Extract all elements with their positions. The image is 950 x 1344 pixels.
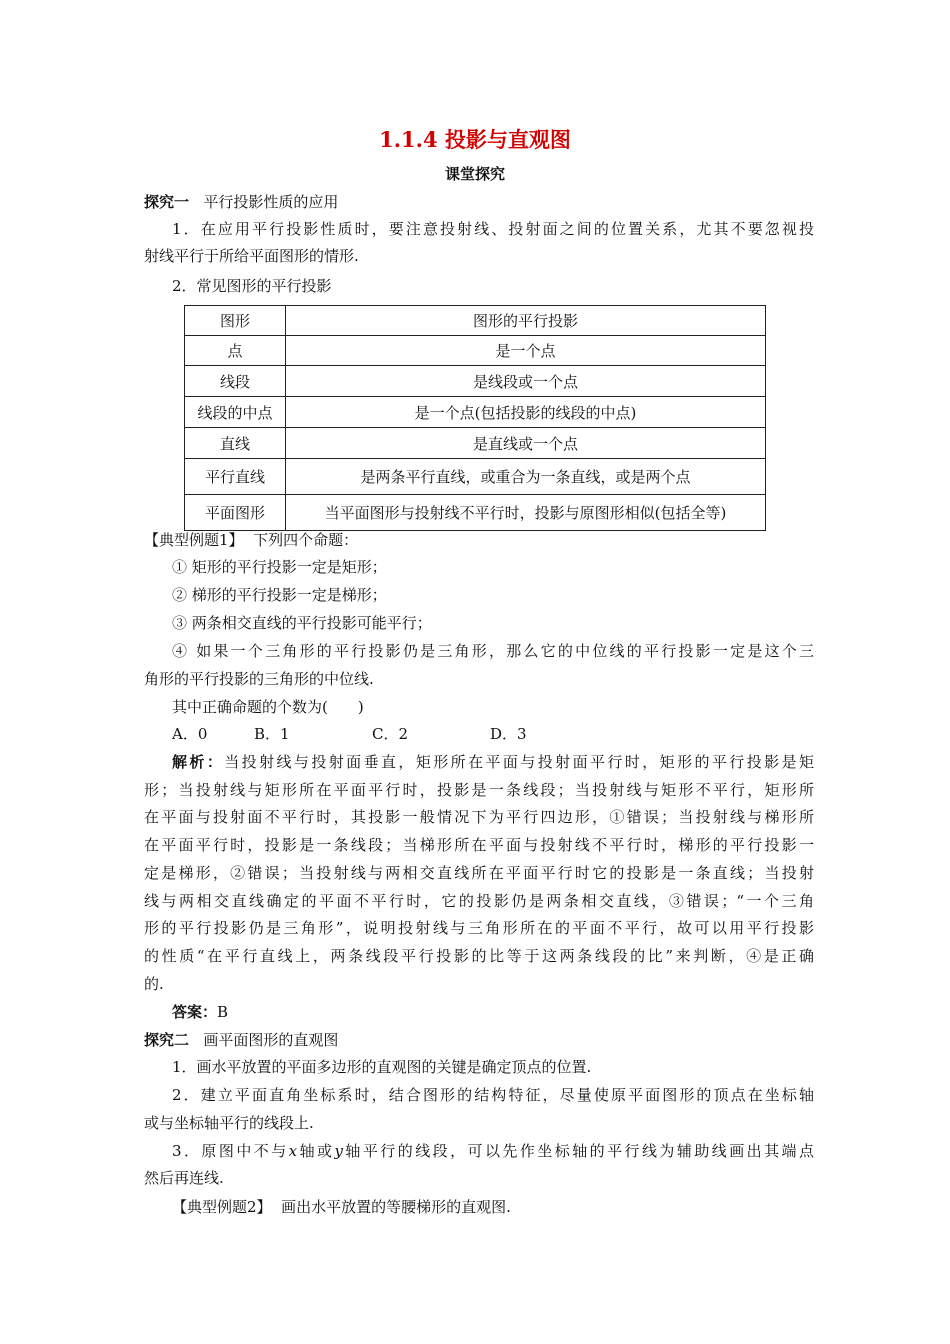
- p3-text-b: 轴或: [297, 1142, 335, 1160]
- table-cell: 是两条平行直线，或重合为一条直线，或是两个点: [286, 459, 766, 495]
- analysis-line: 在平面平行时，投影是一条线段；当梯形所在平面与投射线不平行时，梯形的平行投影一: [144, 836, 814, 854]
- analysis-line: 的.: [144, 975, 164, 993]
- p3-y-variable: y: [334, 1142, 343, 1160]
- section2-label: 探究二: [144, 1031, 190, 1049]
- projection-table: [184, 305, 766, 531]
- example1-heading: [144, 530, 814, 550]
- p3-x-variable: x: [288, 1142, 298, 1160]
- table-row: [185, 397, 766, 428]
- example1-item4-line2: 角形的平行投影的三角形的中位线.: [144, 670, 374, 688]
- table-cell: 是一个点: [286, 336, 766, 366]
- table-row: [185, 428, 766, 459]
- option-d: D．3: [490, 725, 527, 743]
- section2-p3-line1: [172, 1141, 814, 1161]
- page-title: 1.1.4 投影与直观图: [379, 127, 571, 152]
- table-cell: 平面图形: [185, 495, 286, 531]
- example1-options: [172, 724, 814, 744]
- table-header-cell: 图形的平行投影: [286, 306, 766, 336]
- example1-label: 【典型例题1】: [144, 531, 244, 549]
- table-header-row: [185, 306, 766, 336]
- table-row: [185, 336, 766, 366]
- table-header-cell: 图形: [185, 306, 286, 336]
- table-row: [185, 459, 766, 495]
- example1-item: ④ 如果一个三角形的平行投影仍是三角形，那么它的中位线的平行投影一定是这个三: [172, 642, 814, 660]
- answer-value: B: [217, 1003, 229, 1021]
- answer-label: 答案：: [172, 1003, 218, 1021]
- p3-text-a: 3．原图中不与: [172, 1142, 289, 1160]
- option-a: A．0: [172, 725, 208, 743]
- table-cell: 是直线或一个点: [286, 428, 766, 459]
- analysis-line-first: [172, 752, 814, 772]
- table-cell: 点: [185, 336, 286, 366]
- example1-question: 其中正确命题的个数为( ): [172, 698, 364, 716]
- section2-heading: [144, 1030, 814, 1050]
- table-cell: 是一个点(包括投影的线段的中点): [286, 397, 766, 428]
- table-row: [185, 495, 766, 531]
- table-cell: 是线段或一个点: [286, 366, 766, 397]
- analysis-line: 在平面与投射面不平行时，其投影一般情况下为平行四边形，①错误；当投射线与梯形所: [144, 808, 814, 826]
- page-subtitle: 课堂探究: [444, 165, 505, 183]
- answer-line: [172, 1002, 814, 1022]
- table-cell: 线段的中点: [185, 397, 286, 428]
- example2-label: 【典型例题2】: [172, 1198, 272, 1216]
- section2-p2-line1: 2．建立平面直角坐标系时，结合图形的结构特征，尽量使原平面图形的顶点在坐标轴: [172, 1086, 814, 1104]
- analysis-text: 当投射线与投射面垂直，矩形所在平面与投射面平行时，矩形的平行投影是矩: [224, 753, 814, 771]
- example1-text: 下列四个命题：: [253, 531, 359, 549]
- analysis-label: 解析：: [172, 753, 225, 771]
- example2-heading: [172, 1197, 814, 1217]
- analysis-line: 的性质“在平行直线上，两条线段平行投影的比等于这两条线段的比”来判断，④是正确: [144, 947, 814, 965]
- example1-item: ③ 两条相交直线的平行投影可能平行；: [172, 614, 432, 632]
- section1-heading: [144, 192, 814, 212]
- table-cell: 直线: [185, 428, 286, 459]
- analysis-line: 形；当投射线与矩形所在平面平行时，投影是一条线段；当投射线与矩形不平行，矩形所: [144, 781, 814, 799]
- option-b: B．1: [254, 725, 290, 743]
- example1-item: ① 矩形的平行投影一定是矩形；: [172, 558, 387, 576]
- analysis-line: 形的平行投影仍是三角形”，说明投射线与三角形所在的平面不平行，故可以用平行投影: [144, 919, 814, 937]
- table-cell: 当平面图形与投射线不平行时，投影与原图形相似(包括全等): [286, 495, 766, 531]
- section1-label: 探究一: [144, 193, 190, 211]
- example1-item: ② 梯形的平行投影一定是梯形；: [172, 586, 387, 604]
- section1-p2: 2．常见图形的平行投影: [172, 277, 332, 295]
- p3-text-c: 轴平行的线段，可以先作坐标轴的平行线为辅助线画出其端点: [342, 1142, 814, 1160]
- section2-p3-line2: 然后再连线.: [144, 1169, 224, 1187]
- section2-p1: 1．画水平放置的平面多边形的直观图的关键是确定顶点的位置.: [172, 1058, 592, 1076]
- section1-p1-line1: 1．在应用平行投影性质时，要注意投射线、投射面之间的位置关系，尤其不要忽视投: [172, 220, 814, 238]
- table-row: [185, 366, 766, 397]
- option-c: C．2: [372, 725, 409, 743]
- table-cell: 线段: [185, 366, 286, 397]
- analysis-line: 定是梯形，②错误；当投射线与两相交直线所在平面平行时它的投影是一条直线；当投射: [144, 864, 814, 882]
- section1-p1-line2: 射线平行于所给平面图形的情形.: [144, 247, 359, 265]
- section2-p2-line2: 或与坐标轴平行的线段上.: [144, 1114, 314, 1132]
- section1-title: 平行投影性质的应用: [203, 193, 339, 211]
- example2-text: 画出水平放置的等腰梯形的直观图.: [281, 1198, 511, 1216]
- table-cell: 平行直线: [185, 459, 286, 495]
- analysis-line: 线与两相交直线确定的平面不平行时，它的投影仍是两条相交直线，③错误；“一个三角: [144, 892, 814, 910]
- section2-title: 画平面图形的直观图: [203, 1031, 339, 1049]
